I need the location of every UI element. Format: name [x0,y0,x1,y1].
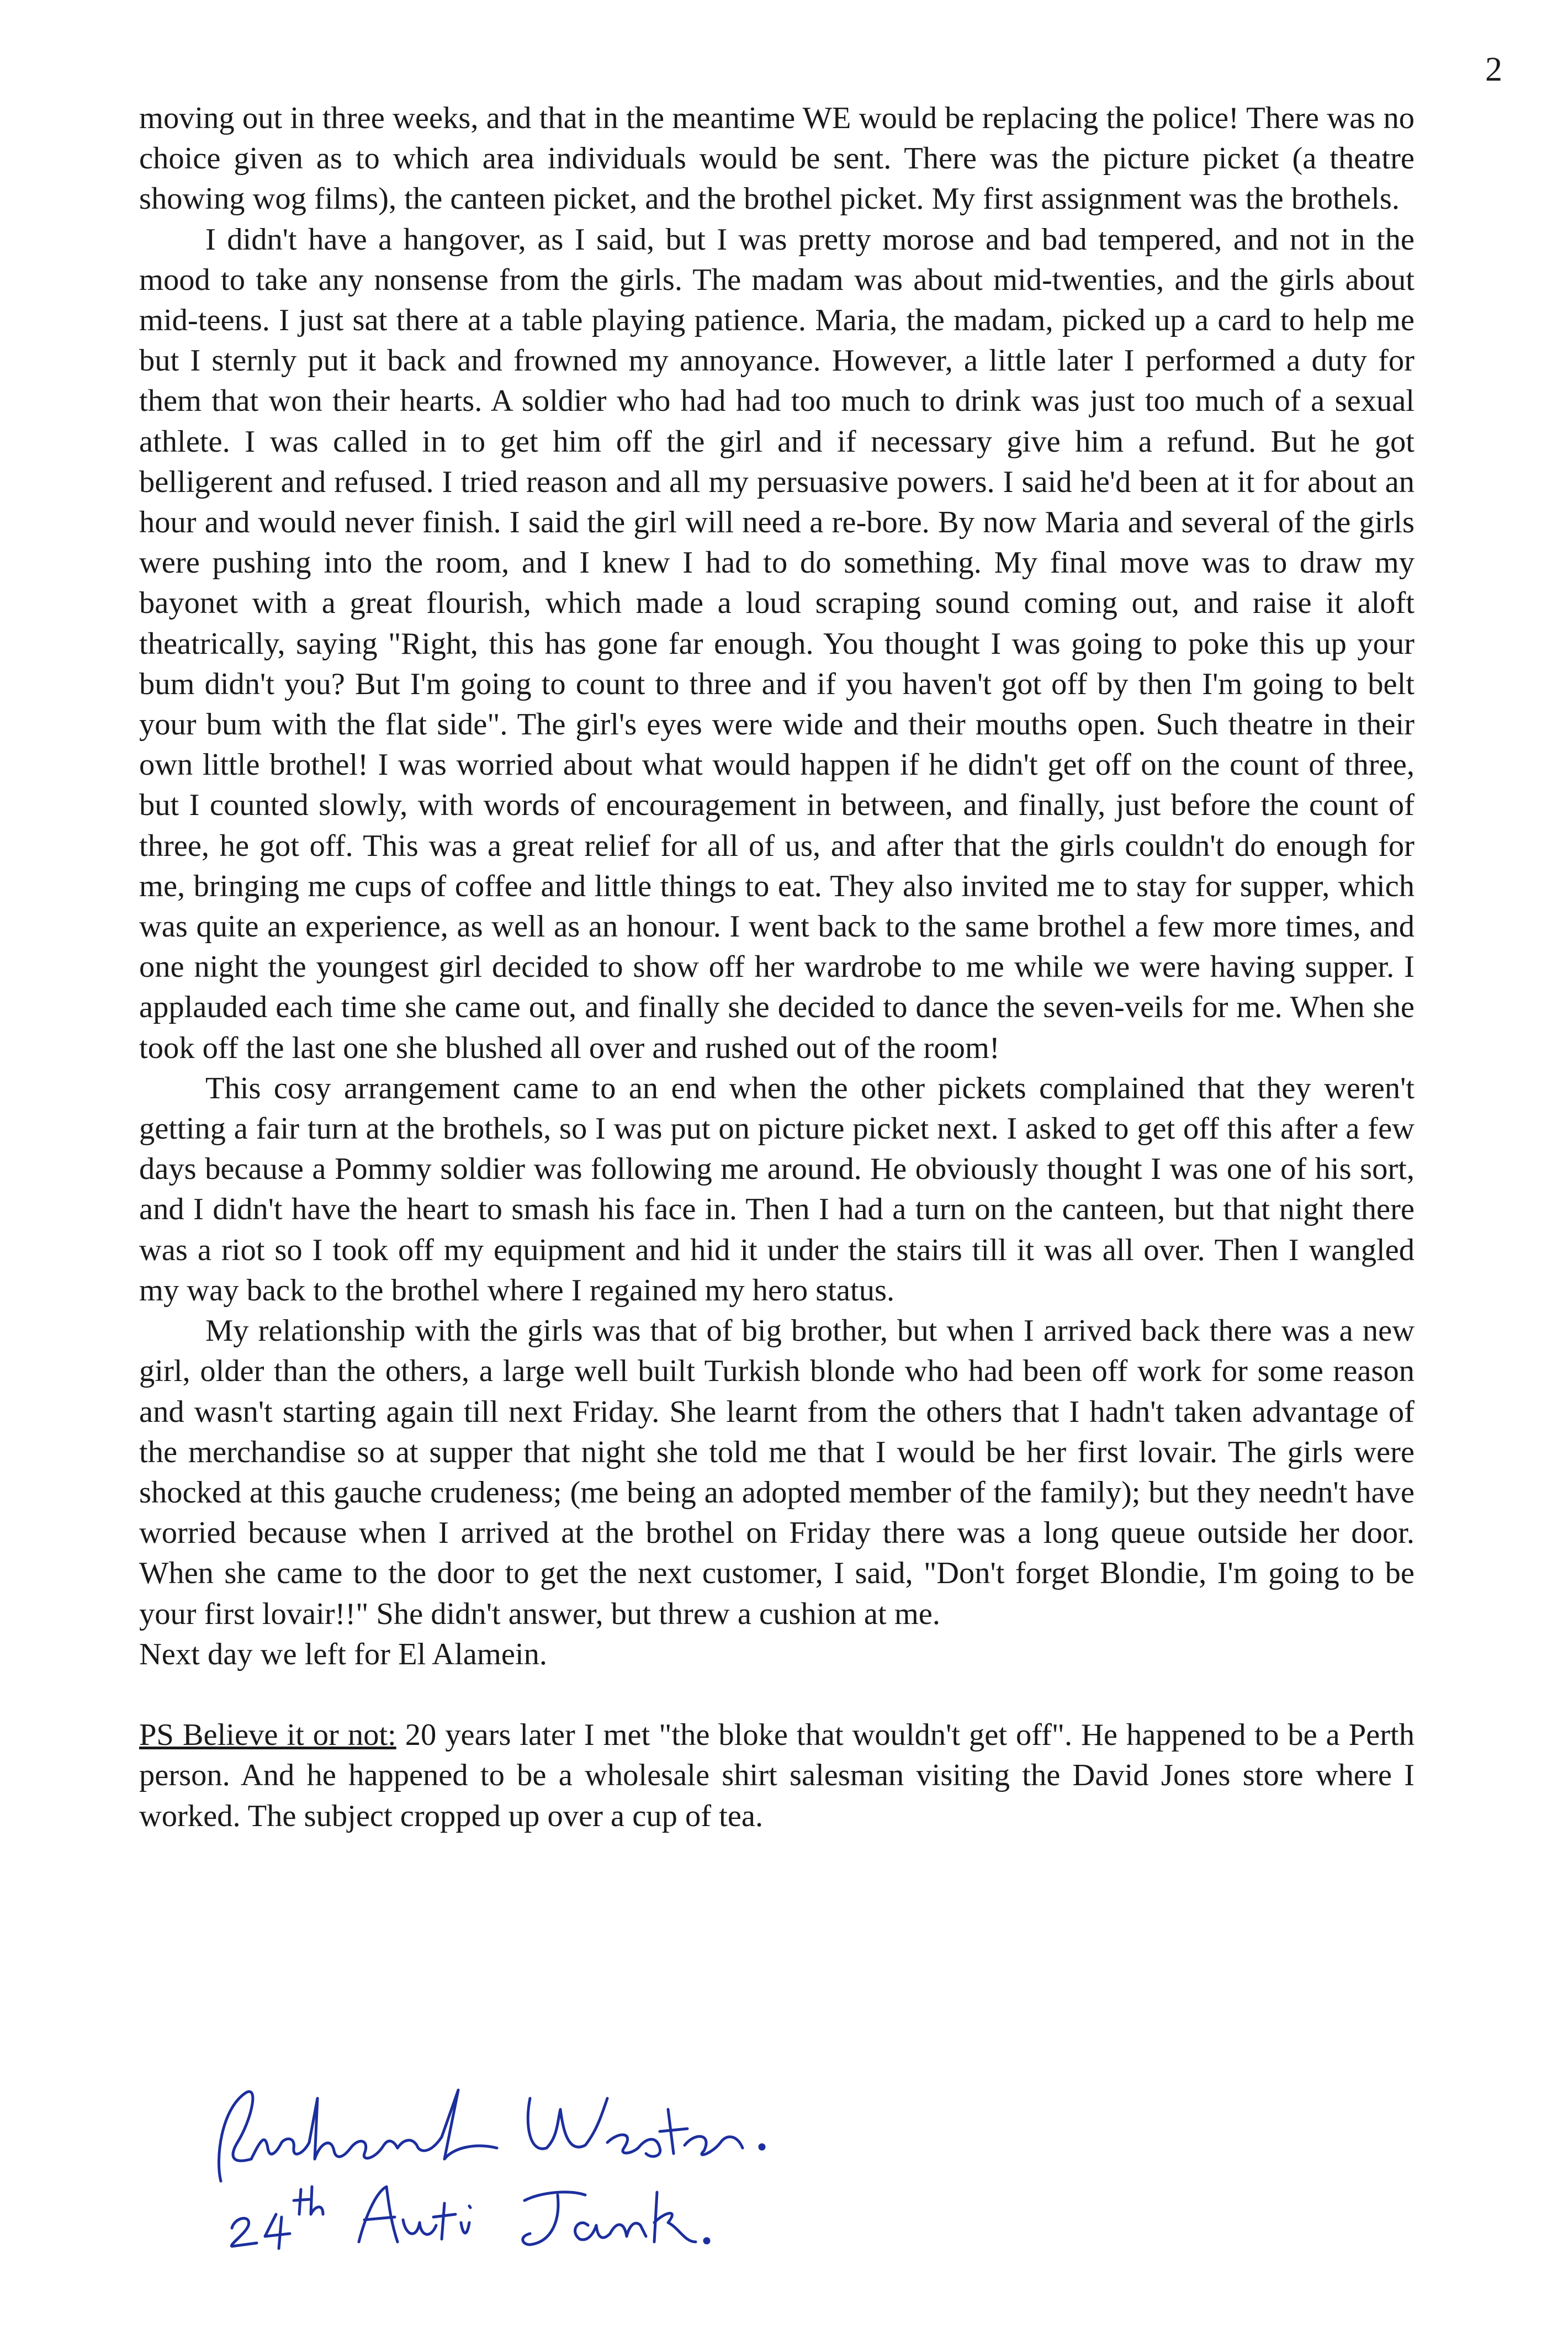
paragraph-2: I didn't have a hangover, as I said, but I was pretty morose and bad tempered, and not in the mood to take any nonsense from the girls. The madam was about mid-twenties, and the girls about mid-teens. I just sat there at a table playing patience. Maria, the madam, picked up a card to help me but I sternly put it back and frowned my annoyance. However, a little later I performed a duty for them that won their hearts. A soldier who had had too much to drink was just too much of a sexual athlete. I was called in to get him off the girl and if necessary give him a refund. But he got belligerent and refused. I tried reason and all my persuasive powers. I said he'd been at it for about an hour and would never finish. I said the girl will need a re-bore. By now Maria and several of the girls were pushing into the room, and I knew I had to do something. My final move was to draw my bayonet with a great flourish, which made a loud scraping sound coming out, and raise it aloft theatrically, saying "Right, this has gone far enough. You thought I was going to poke this up your bum didn't you? But I'm going to count to three and if you haven't got off by then I'm going to belt your bum with the flat side". The girl's eyes were wide and their mouths open. Such theatre in their own little brothel! I was worried about what would happen if he didn't get off on the count of three, but I counted slowly, with words of encouragement in between, and finally, just before the count of three, he got off. This was a great relief for all of us, and after that the girls couldn't do enough for me, bringing me cups of coffee and little things to eat. They also invited me to stay for supper, which was quite an experience, as well as an honour. I went back to the same brothel a few more times, and one night the youngest girl decided to show off her wardrobe to me while we were having supper. I applauded each time she came out, and finally she decided to dance the seven-veils for me. When she took off the last one she blushed all over and rushed out of the room! [139,222,1415,1065]
paragraph-4: My relationship with the girls was that of big brother, but when I arrived back there was a new girl, older than the others, a large well built Turkish blonde who had been off work for some reason and wasn't starting again till next Friday. She learnt from the others that I hadn't taken advantage of the merchandise so at supper that night she told me that I would be her first lovair. The girls were shocked at this gauche crudeness; (me being an adopted member of the family); but they needn't have worried because when I arrived at the brothel on Friday there was a long queue outside her door. When she came to the door to get the next customer, I said, "Don't forget Blondie, I'm going to be your first lovair!!" She didn't answer, but threw a cushion at me. [139,1314,1415,1631]
paragraph-1: moving out in three weeks, and that in the meantime WE would be replacing the police! There was no choice given as to which area individuals would be sent. There was the picture picket (a theatre showing wog films), the canteen picket, and the brothel picket. My first assignment was the brothels. [139,101,1415,216]
blank-line [139,1675,1415,1715]
postscript-text: 20 years later I met "the bloke that wouldn't get off". He happened to be a Perth person. And he happened to be a wholesale shirt salesman visiting the David Jones store where I worked. The subject cropped up over a cup of tea. [139,1718,1415,1833]
signature-stroke-ichard [251,2090,497,2159]
handwritten-signature [199,2076,972,2258]
page-number: 2 [1485,51,1502,88]
closing-line: Next day we left for El Alamein. [139,1637,547,1671]
paragraph-3: This cosy arrangement came to an end when the other pickets complained that they weren't getting a fair turn at the brothels, so I was put on picture picket next. I asked to get off this after a few days because a Pommy soldier was following me around. He obviously thought I was one of his sort, and I didn't have the heart to smash his face in. Then I had a turn on the canteen, but that night there was a riot so I took off my equipment and hid it under the stairs till it was all over. Then I wangled my way back to the brothel where I regained my hero status. [139,1071,1415,1308]
signature-stroke-anti [359,2187,470,2242]
signature-stroke-weston [528,2098,743,2156]
signature-stroke-th [294,2187,323,2214]
postscript-label: PS Believe it or not: [139,1718,396,1753]
postscript [139,1715,1415,1837]
signature-stroke-tank [523,2192,696,2245]
letter-body [139,98,1415,1837]
signature-stop [760,2145,764,2149]
signature-stroke-24 [231,2214,290,2249]
signature-drawing [199,2076,972,2258]
signature-stroke-r [219,2092,252,2181]
signature-unit-stop [704,2239,709,2243]
